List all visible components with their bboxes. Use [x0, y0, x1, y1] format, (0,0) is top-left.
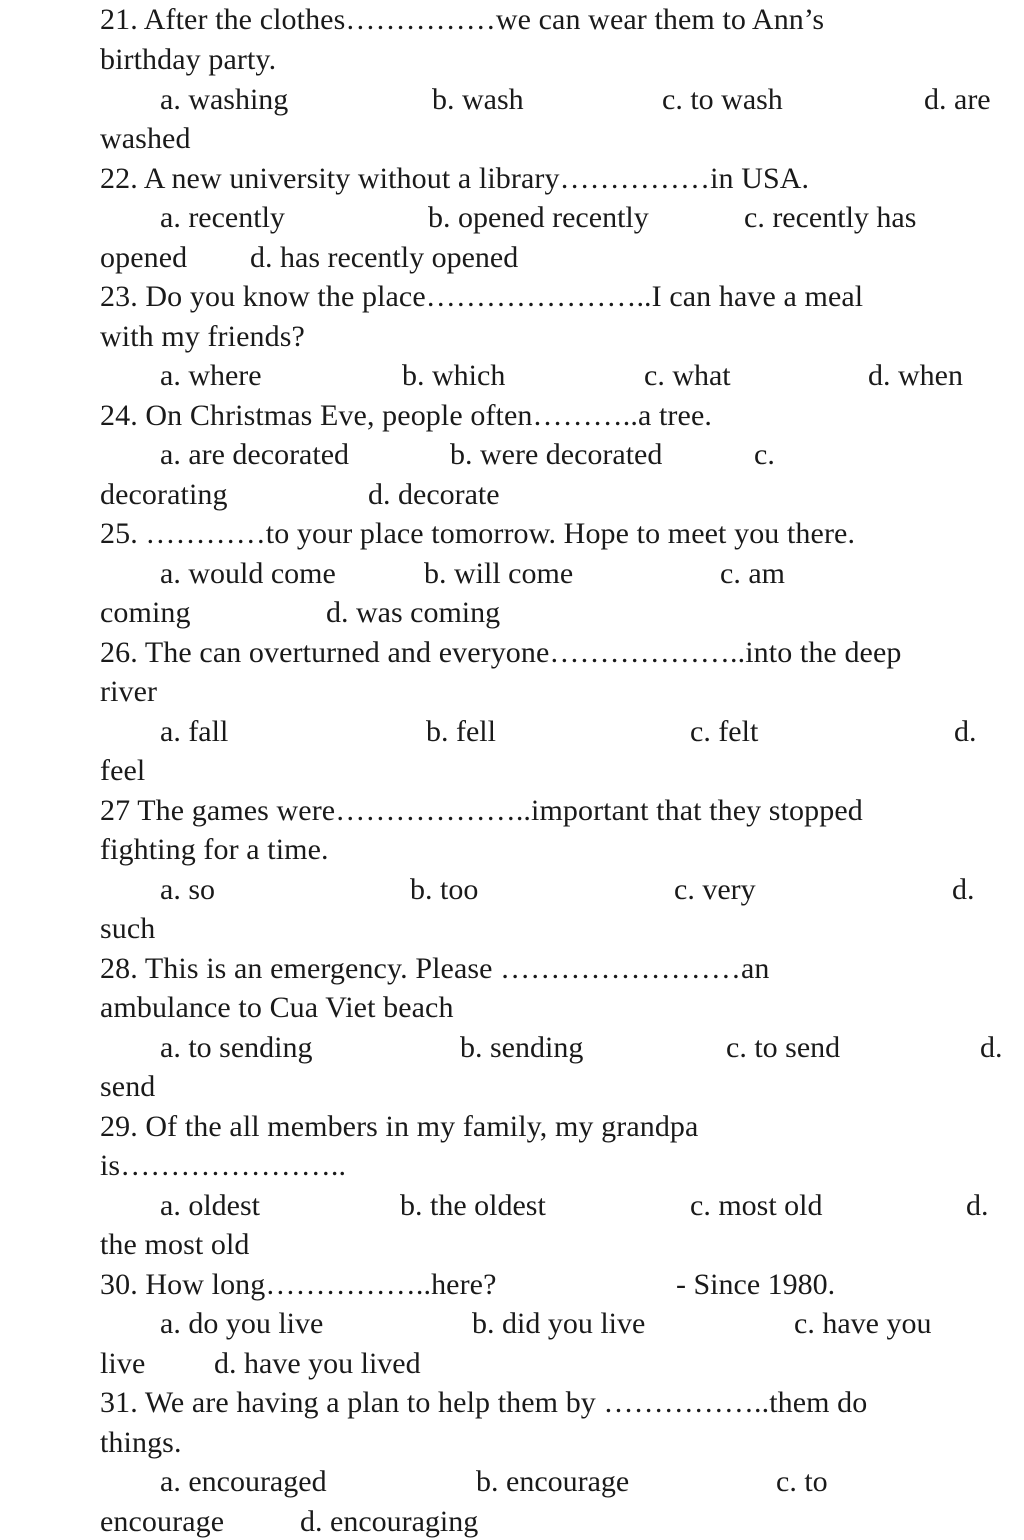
q23-option-d: d. when — [868, 359, 963, 392]
q22-option-c: c. recently has — [744, 201, 917, 234]
q28-option-a: a. to sending — [160, 1031, 313, 1064]
q26-option-d-wrap: feel — [100, 754, 146, 787]
q21-option-d: d. are — [924, 83, 991, 116]
q28-option-d-wrap: send — [100, 1070, 156, 1103]
q29-option-b: b. the oldest — [400, 1189, 546, 1222]
q29-option-d-wrap: the most old — [100, 1228, 250, 1261]
q23-option-a: a. where — [160, 359, 262, 392]
q29-option-d: d. — [966, 1189, 989, 1222]
q25-option-b: b. will come — [424, 557, 574, 590]
question-23-continued: with my friends? — [100, 320, 305, 353]
q30-option-d: d. have you lived — [214, 1347, 421, 1380]
q25-option-a: a. would come — [160, 557, 336, 590]
q26-option-b: b. fell — [426, 715, 496, 748]
q21-option-d-wrap: washed — [100, 122, 191, 155]
q27-option-d-wrap: such — [100, 912, 156, 945]
q24-option-c: c. — [754, 438, 775, 471]
question-22: 22. A new university without a library……………in USA. — [100, 162, 810, 195]
question-31-continued: things. — [100, 1426, 182, 1459]
q31-option-c: c. to — [776, 1465, 828, 1498]
question-21: 21. After the clothes……………we can wear them to Ann’s — [100, 3, 825, 36]
question-30: 30. How long……………..here? — [100, 1268, 497, 1301]
q25-option-c: c. am — [720, 557, 785, 590]
q21-option-b: b. wash — [432, 83, 524, 116]
q30-option-a: a. do you live — [160, 1307, 324, 1340]
q30-option-c: c. have you — [794, 1307, 932, 1340]
q31-option-c-wrap: encourage — [100, 1505, 225, 1538]
q28-option-c: c. to send — [726, 1031, 841, 1064]
q21-option-a: a. washing — [160, 83, 289, 116]
q28-option-d: d. — [980, 1031, 1003, 1064]
q27-option-c: c. very — [674, 873, 756, 906]
q27-option-b: b. too — [410, 873, 479, 906]
question-30-answer-note: - Since 1980. — [676, 1268, 836, 1301]
q24-option-b: b. were decorated — [450, 438, 663, 471]
question-28-continued: ambulance to Cua Viet beach — [100, 991, 454, 1024]
question-29: 29. Of the all members in my family, my grandpa — [100, 1110, 699, 1143]
q22-option-b: b. opened recently — [428, 201, 649, 234]
q23-option-c: c. what — [644, 359, 731, 392]
q29-option-c: c. most old — [690, 1189, 823, 1222]
question-29-continued: is………………….. — [100, 1149, 347, 1182]
q25-option-d: d. was coming — [326, 596, 501, 629]
q29-option-a: a. oldest — [160, 1189, 260, 1222]
q22-option-d: d. has recently opened — [250, 241, 519, 274]
question-27-continued: fighting for a time. — [100, 833, 329, 866]
question-24: 24. On Christmas Eve, people often………..a tree. — [100, 399, 712, 432]
q25-option-c-wrap: coming — [100, 596, 191, 629]
question-26: 26. The can overturned and everyone………………..into the deep — [100, 636, 902, 669]
q26-option-c: c. felt — [690, 715, 759, 748]
question-25: 25. …………to your place tomorrow. Hope to meet you there. — [100, 517, 856, 550]
q23-option-b: b. which — [402, 359, 506, 392]
q31-option-d: d. encouraging — [300, 1505, 479, 1538]
q31-option-a: a. encouraged — [160, 1465, 327, 1498]
question-28: 28. This is an emergency. Please ……………………an — [100, 952, 770, 985]
question-21-continued: birthday party. — [100, 43, 277, 76]
q27-option-a: a. so — [160, 873, 215, 906]
q27-option-d: d. — [952, 873, 975, 906]
question-23: 23. Do you know the place…………………..I can have a meal — [100, 280, 864, 313]
q30-option-c-wrap: live — [100, 1347, 146, 1380]
q24-option-a: a. are decorated — [160, 438, 350, 471]
q26-option-a: a. fall — [160, 715, 229, 748]
q22-option-a: a. recently — [160, 201, 285, 234]
question-31: 31. We are having a plan to help them by ……………..them do — [100, 1386, 868, 1419]
q24-option-d: d. decorate — [368, 478, 500, 511]
q31-option-b: b. encourage — [476, 1465, 630, 1498]
q24-option-c-wrap: decorating — [100, 478, 228, 511]
q28-option-b: b. sending — [460, 1031, 584, 1064]
q21-option-c: c. to wash — [662, 83, 783, 116]
q30-option-b: b. did you live — [472, 1307, 646, 1340]
question-27: 27 The games were………………..important that they stopped — [100, 794, 863, 827]
question-26-continued: river — [100, 675, 158, 708]
q22-option-c-wrap: opened — [100, 241, 188, 274]
q26-option-d: d. — [954, 715, 977, 748]
